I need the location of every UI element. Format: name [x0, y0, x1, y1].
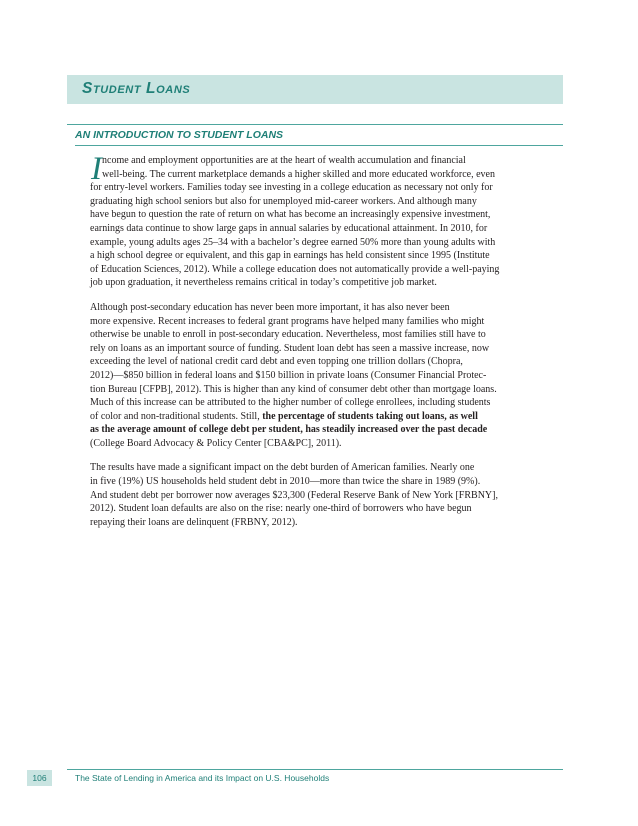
- article-body: [90, 151, 562, 529]
- text-line: repaying their loans are delinquent (FRBNY, 2012).: [90, 516, 298, 528]
- section-heading: AN INTRODUCTION TO STUDENT LOANS: [75, 129, 284, 141]
- text-line: a high school degree or equivalent, and this gap in earnings has held consistent since 1995 (Institute: [90, 250, 490, 262]
- heading-underline: [75, 145, 563, 146]
- section-banner: [67, 75, 563, 104]
- text-line: tion Bureau [CFPB], 2012). This is higher than any kind of consumer debt other than mortgage loans.: [90, 383, 497, 395]
- text-line: in five (19%) US households held student debt in 2010—more than twice the share in 1989 (9%).: [90, 476, 481, 488]
- text-line: more expensive. Recent increases to federal grant programs have helped many families who might: [90, 315, 485, 327]
- text-line: (College Board Advocacy & Policy Center [CBA&PC], 2011).: [90, 437, 342, 449]
- drop-cap: I: [91, 151, 102, 187]
- text-line: for entry-level workers. Families today see investing in a college education as necessary not only for: [90, 182, 493, 194]
- footer-divider: [67, 769, 563, 770]
- text-line: The results have made a significant impact on the debt burden of American families. Nearly one: [90, 462, 475, 474]
- text-line: graduating high school seniors but also for unemployed mid-career workers. And although many: [90, 195, 477, 207]
- text-line: job upon graduation, it nevertheless remains critical in today’s competitive job market.: [90, 277, 437, 289]
- text-line: well-being. The current marketplace demands a higher skilled and more educated workforce, even: [102, 168, 495, 180]
- paragraph-costs: [90, 301, 562, 451]
- text-line: example, young adults ages 25–34 with a bachelor’s degree earned 50% more than young adults with: [90, 236, 496, 248]
- text-line: 2012)—$850 billion in federal loans and $150 billion in private loans (Consumer Financial Protec-: [90, 369, 487, 381]
- bold-emphasis: as the average amount of college debt per student, has steadily increased over the past decade: [90, 424, 488, 436]
- bold-emphasis: the percentage of students taking out loans, as well: [262, 410, 478, 422]
- text-line: Much of this increase can be attributed to the higher number of college enrollees, including students: [90, 397, 491, 409]
- text-line: of Education Sciences, 2012). While a college education does not automatically provide a well-paying: [90, 263, 500, 275]
- text-line: rely on loans as an important source of funding. Student loan debt has seen a massive increase, now: [90, 342, 490, 354]
- plain-text: of color and non-traditional students. Still,: [90, 410, 263, 422]
- text-line: [90, 410, 562, 424]
- banner-title: Student Loans: [82, 80, 191, 97]
- banner-divider: [67, 124, 563, 125]
- page-number: 106: [27, 770, 52, 786]
- text-line: And student debt per borrower now averages $23,300 (Federal Reserve Bank of New York [FRBNY],: [90, 489, 498, 501]
- text-line: Although post-secondary education has never been more important, it has also never been: [90, 301, 450, 313]
- text-line: ncome and employment opportunities are at the heart of wealth accumulation and financial: [102, 155, 466, 166]
- footer-title: The State of Lending in America and its Impact on U.S. Households: [75, 773, 330, 783]
- text-line: earnings data continue to show large gaps in annual salaries by educational attainment. In 2010, for: [90, 222, 488, 234]
- text-line: otherwise be unable to enroll in post-secondary education. Nevertheless, most families still have to: [90, 329, 486, 341]
- paragraph-impact: [90, 461, 562, 529]
- text-line: 2012). Student loan defaults are also on the rise: nearly one-third of borrowers who have begun: [90, 503, 472, 515]
- text-line: [90, 423, 562, 437]
- text-line: exceeding the level of national credit card debt and even topping one trillion dollars (Chopra,: [90, 356, 463, 368]
- text-line: have begun to question the rate of return on what has become an increasingly expensive investment,: [90, 209, 491, 221]
- paragraph-intro: [90, 151, 562, 290]
